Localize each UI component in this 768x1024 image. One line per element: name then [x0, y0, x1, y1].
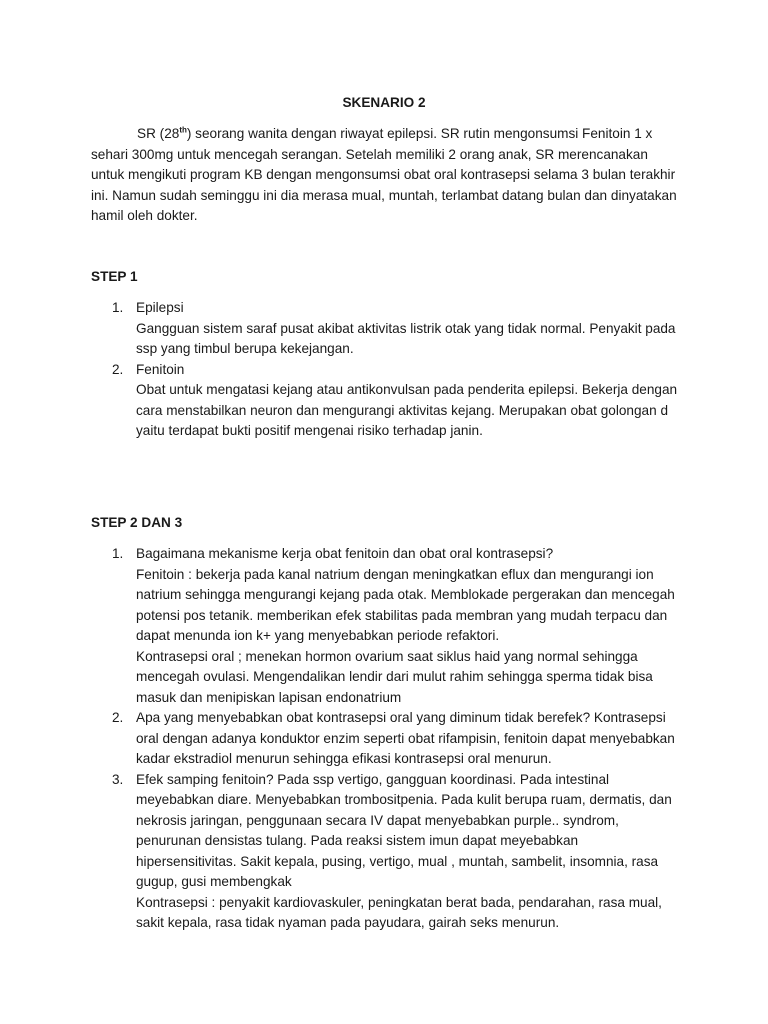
question-text: Bagaimana mekanisme kerja obat fenitoin dan obat oral kontrasepsi? — [136, 546, 554, 561]
list-number: 1. — [112, 300, 124, 315]
step-1-heading: STEP 1 — [91, 269, 138, 284]
intro-text-start: SR (28 — [137, 126, 180, 141]
step-1-list — [91, 298, 681, 442]
term-label: Epilepsi — [136, 300, 184, 315]
step-2-3-heading: STEP 2 DAN 3 — [91, 515, 183, 530]
list-item — [91, 544, 681, 708]
answer-paragraph: Fenitoin : bekerja pada kanal natrium dengan meningkatkan eflux dan mengurangi ion natrium sehingga mengurangi kejang pada otak. Memblokade pergerakan dan mencegah potensi pos tetanik. memberikan efek stabilitas pada membran yang mudah terpacu dan dapat menunda ion k+ yang menyebabkan periode refaktori. — [136, 566, 675, 643]
list-number: 2. — [112, 710, 124, 725]
question-answer-text: Efek samping fenitoin? Pada ssp vertigo, gangguan koordinasi. Pada intestinal meyebabkan diare. Menyebabkan trombositpenia. Pada kulit berupa ruam, dermatis, dan nekrosis jaringan, penggunaan secara IV dapat menyebabkan purple.. syndrom, penurunan densistas tulang. Pada reaksi sistem imun dapat meyebabkan hipersensitivitas. Sakit kepala, pusing, vertigo, mual , muntah, sambelit, insomnia, rasa gugup, gusi membengkak — [136, 771, 672, 889]
scenario-paragraph — [91, 124, 677, 227]
ordinal-superscript: th — [179, 125, 187, 135]
term-definition: Gangguan sistem saraf pusat akibat aktivitas listrik otak yang tidak normal. Penyakit pada ssp yang timbul berupa kekejangan. — [136, 320, 676, 356]
term-label: Fenitoin — [136, 361, 185, 377]
term-definition: Obat untuk mengatasi kejang atau antikonvulsan pada penderita epilepsi. Bekerja dengan cara menstabilkan neuron dan mengurangi aktivitas kejang. Merupakan obat golongan d yaitu terdapat bukti positif mengenai risiko terhadap janin. — [136, 382, 678, 438]
intro-text-rest: ) seorang wanita dengan riwayat epilepsi. SR rutin mengonsumsi Fenitoin 1 x sehari 300mg untuk mencegah serangan. Setelah memiliki 2 orang anak, SR merencanakan untuk mengikuti program KB dengan mengonsumsi obat oral kontrasepsi selama 3 bulan terakhir ini. Namun sudah seminggu ini dia merasa mual, muntah, terlambat datang bulan dan dinyatakan hamil oleh dokter. — [91, 126, 677, 223]
list-item — [91, 770, 681, 934]
list-item — [91, 360, 681, 442]
document-title: SKENARIO 2 — [342, 95, 426, 110]
answer-paragraph: Kontrasepsi oral ; menekan hormon ovarium saat siklus haid yang normal sehingga mencegah ovulasi. Mengendalikan lendir dari mulut rahim sehingga sperma tidak bisa masuk dan menipiskan lapisan endonatrium — [136, 648, 653, 705]
list-item — [91, 298, 681, 360]
question-answer-text: Apa yang menyebabkan obat kontrasepsi oral yang diminum tidak berefek? Kontrasepsi oral dengan adanya konduktor enzim seperti obat rifampisin, fenitoin dapat menyebabkan kadar ekstradiol menurun sehingga efikasi kontrasepsi oral menurun. — [136, 710, 675, 766]
step-2-3-list — [91, 544, 681, 934]
answer-paragraph: Kontrasepsi : penyakit kardiovaskuler, peningkatan berat bada, pendarahan, rasa mual, sakit kepala, rasa tidak nyaman pada payudara, gairah seks menurun. — [136, 894, 662, 930]
list-number: 3. — [112, 771, 124, 787]
list-item — [91, 708, 681, 770]
list-number: 1. — [112, 546, 124, 561]
list-number: 2. — [112, 361, 124, 377]
